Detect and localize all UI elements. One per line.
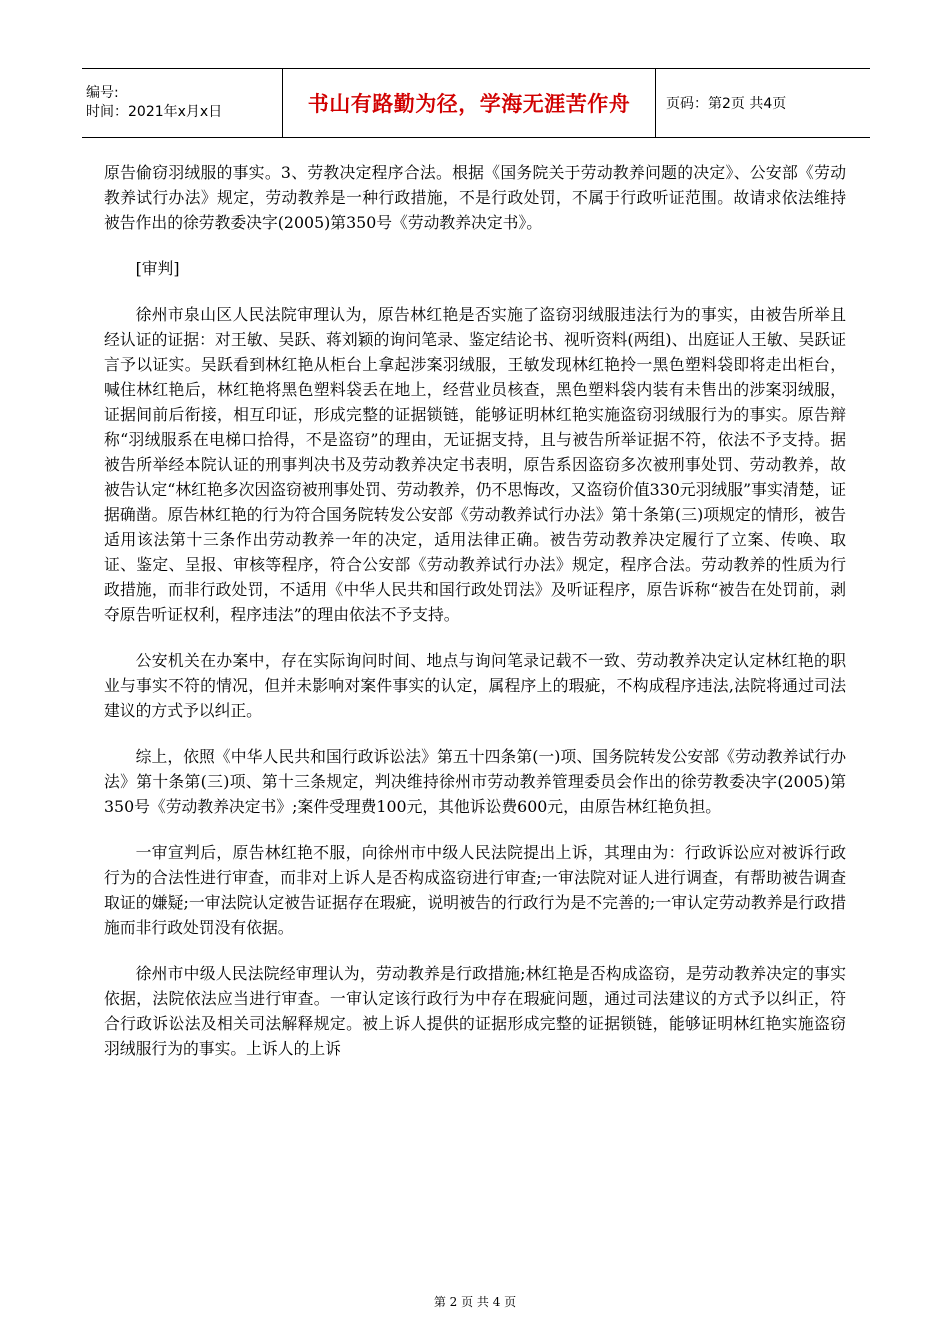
document-time-label: 时间：2021年x月x日 [86,104,223,120]
paragraph-3: 徐州市泉山区人民法院审理认为，原告林红艳是否实施了盗窃羽绒服违法行为的事实，由被告所举且经认证的证据：对王敏、吴跃、蒋刘颖的询问笔录、鉴定结论书、视听资料(两组)、出庭证人王敏、吴跃证言予以证实。吴跃看到林红艳从柜台上拿起涉案羽绒服，王敏发现林红艳拎一黑色塑料袋即将走出柜台，喊住林红艳后，林红艳将黑色塑料袋丢在地上，经营业员核查，黑色塑料袋内装有未售出的涉案羽绒服，证据间前后衔接，相互印证，形成完整的证据锁链，能够证明林红艳实施盗窃羽绒服行为的事实。原告辩称“羽绒服系在电梯口拾得，不是盗窃”的理由，无证据支持，且与被告所举证据不符，依法不予支持。据被告所举经本院认证的刑事判决书及劳动教养决定书表明，原告系因盗窃多次被刑事处罚、劳动教养，故被告认定“林红艳多次因盗窃被刑事处罚、劳动教养，仍不思悔改，又盗窃价值330元羽绒服”事实清楚，证据确凿。原告林红艳的行为符合国务院转发公安部《劳动教养试行办法》第十条第(三)项规定的情形，被告适用该法第十三条作出劳动教养一年的决定，适用法律正确。被告劳动教养决定履行了立案、传唤、取证、鉴定、呈报、审核等程序，符合公安部《劳动教养试行办法》规定，程序合法。劳动教养的性质为行政措施，而非行政处罚，不适用《中华人民共和国行政处罚法》及听证程序，原告诉称“被告在处罚前，剥夺原告听证权利，程序违法”的理由依法不予支持。 [104,305,846,624]
section-heading-judgment: [审判] [135,259,180,278]
page-footer: 第 2 页 共 4 页 [433,1295,517,1309]
document-body [104,160,846,1082]
paragraph-1: 原告偷窃羽绒服的事实。3、劳教决定程序合法。根据《国务院关于劳动教养问题的决定》、公安部《劳动教养试行办法》规定，劳动教养是一种行政措施，不是行政处罚，不属于行政听证范围。故请求依法维持被告作出的徐劳教委决字(2005)第350号《劳动教养决定书》。 [104,163,846,232]
header-page-label: 页码：第2页 共4页 [666,96,787,112]
paragraph-7: 徐州市中级人民法院经审理认为，劳动教养是行政措施;林红艳是否构成盗窃，是劳动教养决定的事实依据，法院依法应当进行审查。一审认定该行政行为中存在瑕疵问题，通过司法建议的方式予以纠正，符合行政诉讼法及相关司法解释规定。被上诉人提供的证据形成完整的证据锁链，能够证明林红艳实施盗窃羽绒服行为的事实。上诉人的上诉 [104,964,846,1058]
paragraph-4: 公安机关在办案中，存在实际询问时间、地点与询问笔录记载不一致、劳动教养决定认定林红艳的职业与事实不符的情况，但并未影响对案件事实的认定，属程序上的瑕疵，不构成程序违法,法院将通过司法建议的方式予以纠正。 [104,651,846,720]
header-right-cell [656,69,870,137]
header-motto-cell [282,69,656,137]
header-motto: 书山有路勤为径，学海无涯苦作舟 [307,92,631,116]
paragraph-6: 一审宣判后，原告林红艳不服，向徐州市中级人民法院提出上诉，其理由为：行政诉讼应对被诉行政行为的合法性进行审查，而非对上诉人是否构成盗窃进行审查;一审法院对证人进行调查，有帮助被告调查取证的嫌疑;一审法院认定被告证据存在瑕疵，说明被告的行政行为是不完善的;一审认定劳动教养是行政措施而非行政处罚没有依据。 [104,843,846,937]
document-number-label: 编号: [86,85,119,101]
header-left-cell [82,69,282,137]
paragraph-5: 综上，依照《中华人民共和国行政诉讼法》第五十四条第(一)项、国务院转发公安部《劳动教养试行办法》第十条第(三)项、第十三条规定，判决维持徐州市劳动教养管理委员会作出的徐劳教委决字(2005)第350号《劳动教养决定书》;案件受理费100元，其他诉讼费600元，由原告林红艳负担。 [104,747,846,816]
page-header [82,68,870,138]
